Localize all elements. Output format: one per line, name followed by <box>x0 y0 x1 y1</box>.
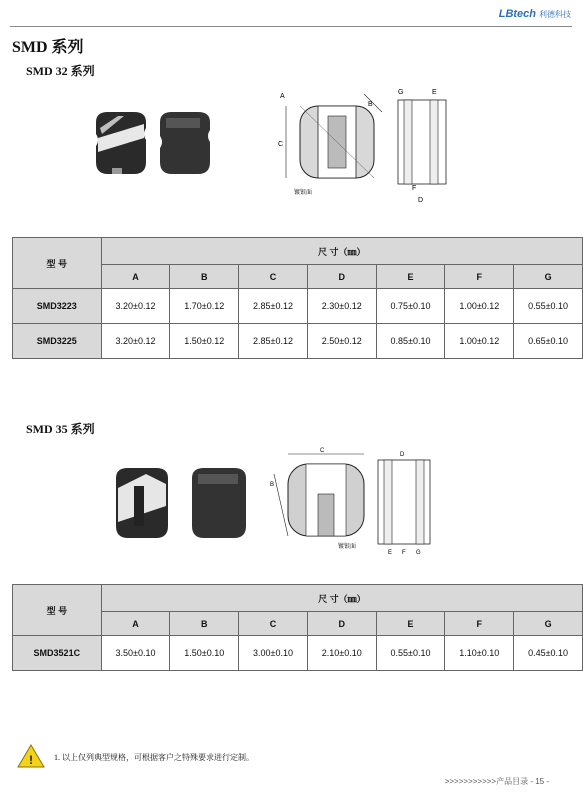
col-d: D <box>307 265 376 289</box>
col-b: B <box>170 265 239 289</box>
table-row <box>13 289 583 324</box>
value-cell: 0.75±0.10 <box>376 289 445 324</box>
col-a: A <box>101 265 170 289</box>
dim-label-d: D <box>418 197 424 204</box>
dim-label-b: B <box>368 101 373 108</box>
silver-face-label: 镀银面 <box>338 544 357 550</box>
value-cell: 1.50±0.10 <box>170 636 239 671</box>
header-divider <box>10 26 572 27</box>
section-title-smd35: SMD 35 系列 <box>26 422 95 436</box>
warning-icon <box>16 743 46 769</box>
dim-label-g: G <box>416 550 421 556</box>
col-g: G <box>514 612 583 636</box>
smd32-product-photo <box>84 104 214 180</box>
dim-label-e: E <box>432 89 437 96</box>
value-cell: 1.70±0.12 <box>170 289 239 324</box>
value-cell: 2.10±0.10 <box>307 636 376 671</box>
model-cell: SMD3223 <box>13 289 102 324</box>
logo-cn-text: 利德科技 <box>539 10 571 19</box>
value-cell: 1.00±0.12 <box>445 289 514 324</box>
model-cell: SMD3521C <box>13 636 102 671</box>
value-cell: 2.85±0.12 <box>239 289 308 324</box>
col-a: A <box>101 612 170 636</box>
value-cell: 0.55±0.10 <box>376 636 445 671</box>
model-cell: SMD3225 <box>13 324 102 359</box>
value-cell: 3.20±0.12 <box>101 289 170 324</box>
value-cell: 2.50±0.12 <box>307 324 376 359</box>
smd32-spec-table <box>12 237 583 359</box>
logo-text: LBtech <box>498 8 536 20</box>
table-row <box>13 324 583 359</box>
smd32-dimension-drawing <box>272 86 452 204</box>
model-header: 型 号 <box>13 585 102 636</box>
value-cell: 3.50±0.10 <box>101 636 170 671</box>
dimension-header: 尺 寸（㎜） <box>101 585 582 612</box>
smd35-spec-table <box>12 584 583 671</box>
dim-label-b: B <box>270 482 275 488</box>
value-cell: 1.10±0.10 <box>445 636 514 671</box>
value-cell: 0.65±0.10 <box>514 324 583 359</box>
col-b: B <box>170 612 239 636</box>
dim-label-f: F <box>402 550 406 556</box>
value-cell: 1.00±0.12 <box>445 324 514 359</box>
value-cell: 2.30±0.12 <box>307 289 376 324</box>
footnote: 1. 以上仅列典型规格，可根据客户之特殊要求进行定制。 <box>54 753 254 762</box>
smd35-product-photo <box>104 462 254 542</box>
smd35-dimension-drawing <box>266 446 446 558</box>
col-f: F <box>445 612 514 636</box>
dim-label-e: E <box>388 550 393 556</box>
dim-label-g: G <box>398 89 404 96</box>
model-header: 型 号 <box>13 238 102 289</box>
col-f: F <box>445 265 514 289</box>
value-cell: 0.85±0.10 <box>376 324 445 359</box>
col-e: E <box>376 265 445 289</box>
col-c: C <box>239 612 308 636</box>
col-g: G <box>514 265 583 289</box>
value-cell: 3.20±0.12 <box>101 324 170 359</box>
page-footer: >>>>>>>>>>>产品目录 - 15 - <box>444 777 549 786</box>
value-cell: 0.55±0.10 <box>514 289 583 324</box>
dim-label-d: D <box>400 452 405 458</box>
dim-label-f: F <box>412 185 417 192</box>
col-d: D <box>307 612 376 636</box>
col-c: C <box>239 265 308 289</box>
value-cell: 3.00±0.10 <box>239 636 308 671</box>
dim-label-c: C <box>278 141 284 148</box>
table-row <box>13 636 583 671</box>
col-e: E <box>376 612 445 636</box>
section-title-smd32: SMD 32 系列 <box>26 64 95 78</box>
value-cell: 1.50±0.12 <box>170 324 239 359</box>
svg-text:!: ! <box>29 753 33 767</box>
dim-label-a: A <box>280 93 285 100</box>
value-cell: 0.45±0.10 <box>514 636 583 671</box>
silver-face-label: 镀银面 <box>294 190 313 196</box>
page-title: SMD 系列 <box>12 39 84 56</box>
dim-label-c: C <box>320 448 325 454</box>
dimension-header: 尺 寸（㎜） <box>101 238 582 265</box>
value-cell: 2.85±0.12 <box>239 324 308 359</box>
company-logo <box>499 8 571 20</box>
